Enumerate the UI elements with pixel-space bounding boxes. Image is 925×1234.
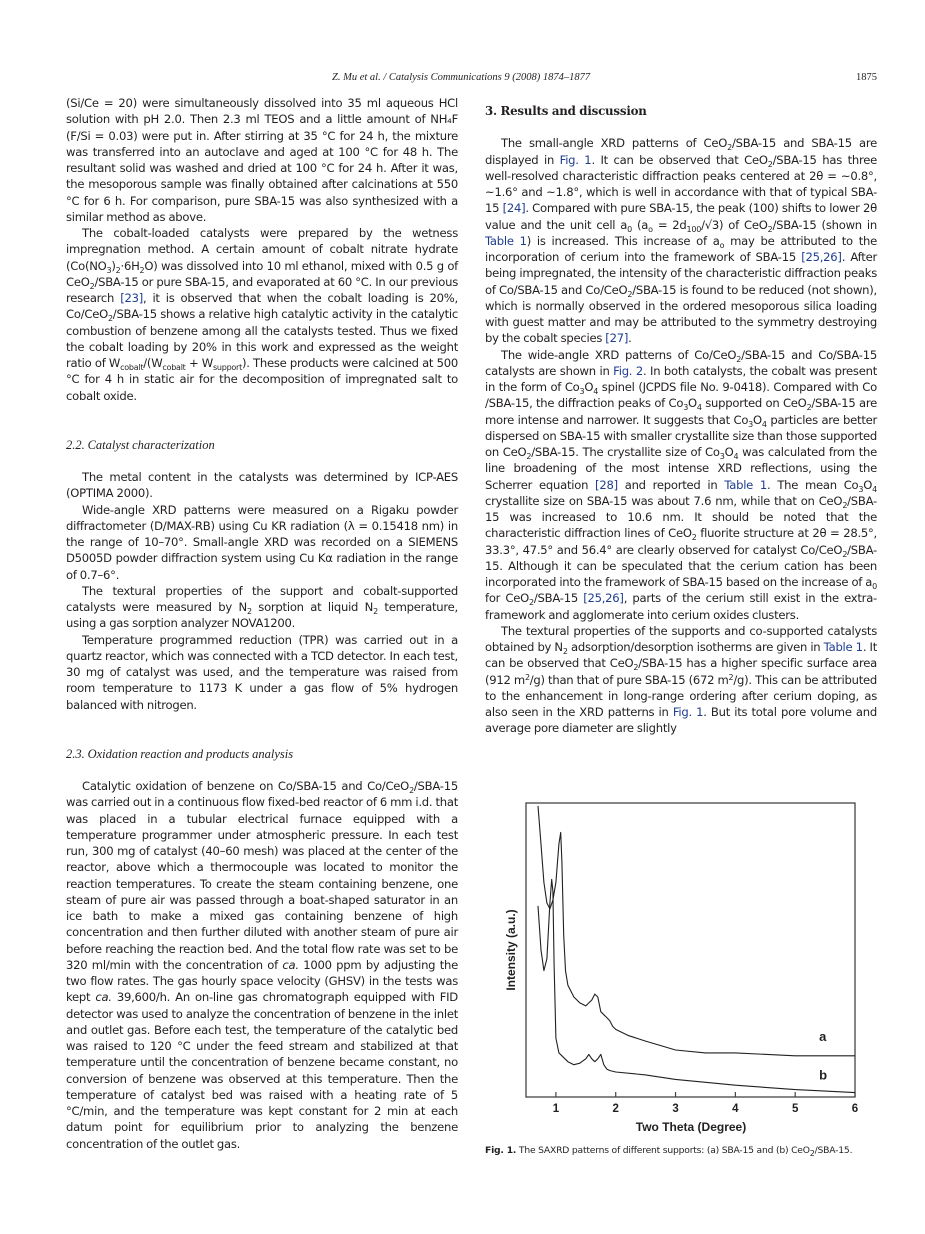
- table-1-link[interactable]: Table 1: [823, 640, 863, 654]
- plot-frame: [526, 803, 855, 1097]
- journal-citation: Z. Mu et al. / Catalysis Communications 9 (2008) 1874–1877: [332, 72, 591, 83]
- fig-2-link[interactable]: Fig. 2: [613, 363, 643, 378]
- ref-link-25-26[interactable]: [25,26]: [583, 591, 624, 606]
- ref-link-24[interactable]: [24]: [502, 201, 526, 216]
- svg-text:4: 4: [732, 1103, 739, 1115]
- paragraph-saxrd-results: The small-angle XRD patterns of CeO$_2$/SBA-15 and SBA-15 are displayed in Fig. 1. It can be observed that CeO$_2$/SBA-15 has three well-resolved characteristic diffraction peaks centered at 2θ = ~0.8°, ~1.6° and ~1.8°, which is well in accordance with that of typical SBA-15 [24]. Compared with pure SBA-15, the peak (100) shifts to lower 2θ value and the unit cell $a_0$ $(a_o = 2d_{100}/√3)$ of CeO$_2$/SBA-15 (shown in Table 1) is increased. This increase of $a_o$ may be attributed to the incorporation of cerium into the framework of SBA-15 [25,26]. After being impregnated, the intensity of the characteristic diffraction peaks of Co/SBA-15 and Co/CeO$_2$/SBA-15 is found to be reduced (not shown), which is normally observed in the ordered mesoporous silica loading with guest matter and may be attributed to the symmetry destroying by the cobalt species [27].: [485, 136, 877, 346]
- fig-1-link[interactable]: Fig. 1: [672, 705, 704, 719]
- paragraph-cobalt-loading: The cobalt-loaded catalysts were prepared by the wetness impregnation method. A certain amount of cobalt nitrate hydrate $(Co(NO_3)_2\cdot 6H_2O)$ was dissolved into 10 ml ethanol, mixed with 0.5 g of CeO$_2$/SBA-15 or pure SBA-15, and evaporated at 60 °C. In our previous research [23], it is observed that when the cobalt loading is 20%, Co/CeO$_2$/SBA-15 shows a relative high catalytic activity in the catalytic combustion of benzene among all the catalysts tested. Thus we fixed the cobalt loading by 20% in this work and expressed as the weight ratio of $W_{cobalt}/(W_{cobalt} + W_{support})$. These products were calcined at 500 °C for 4 h in static air for the decomposition of impregnated salt to cobalt oxide.: [66, 226, 458, 403]
- saxrd-plot: [495, 795, 875, 1140]
- paragraph-icp: The metal content in the catalysts was determined by ICP-AES (OPTIMA 2000).: [66, 470, 458, 501]
- series-b-line: [538, 879, 855, 1092]
- svg-text:5: 5: [791, 1103, 799, 1115]
- series-a-line: [538, 806, 855, 1056]
- paragraph-xrd-methods: Wide-angle XRD patterns were measured on a Rigaku powder diffractometer (D/MAX-RB) using Cu KR radiation (λ = 0.15418 nm) in the range of 10–70°. Small-angle XRD was recorded on a SIEMENS D5005D powder diffraction system using Cu Kα radiation in the range of 0.7–6°.: [66, 502, 458, 582]
- figure-caption: Fig. 1. The SAXRD patterns of different supports: (a) SBA-15 and (b) CeO$_2$/SBA-15.: [485, 1145, 853, 1158]
- table-1-link[interactable]: Table 1: [724, 477, 768, 492]
- paragraph-textural-results: The textural properties of the supports and co-supported catalysts obtained by $N_2$ adsorption/desorption isotherms are given in Table 1. It can be observed that CeO$_2$/SBA-15 has a higher specific surface area (912 $m^2/g$) than that of pure SBA-15 (672 $m^2/g$). This can be attributed to the enhancement in long-range ordering after cerium doping, as also seen in the XRD patterns in Fig. 1. But its total pore volume and average pore diameter are slightly: [485, 623, 877, 736]
- table-1-link[interactable]: Table 1: [485, 233, 527, 248]
- right-column: [485, 103, 877, 737]
- section-heading-2-3: 2.3. Oxidation reaction and products analysis: [66, 746, 294, 761]
- paragraph-waxrd-results: The wide-angle XRD patterns of Co/CeO$_2$/SBA-15 and Co/SBA-15 catalysts are shown in Fig. 2. In both catalysts, the cobalt was present in the form of $Co_3O_4$ spinel (JCPDS file No. 9-0418). Compared with Co /SBA-15, the diffraction peaks of $Co_3O_4$ supported on CeO$_2$/SBA-15 are more intense and narrower. It suggests that $Co_3O_4$ particles are better dispersed on SBA-15 with smaller crystallite size than those supported on CeO$_2$/SBA-15. The crystallite size of $Co_3O_4$ was calculated from the line broadening of the most intense XRD reflections, using the Scherrer equation [28] and reported in Table 1. The mean $Co_3O_4$ crystallite size on SBA-15 was about 7.6 nm, while that on CeO$_2$/SBA-15 was increased to 10.6 nm. It should be noted that the characteristic diffraction lines of CeO$_2$ fluorite structure at 2θ = 28.5°, 33.3°, 47.5° and 56.4° are clearly observed for catalyst Co/CeO$_2$/SBA-15. Although it can be speculated that the cerium cation has been incorporated into the framework of SBA-15 based on the increase of $a_0$ for CeO$_2$/SBA-15 [25,26], parts of the cerium still exist in the extra-framework and agglomerate into cerium oxides clusters.: [485, 347, 878, 622]
- ref-link-28[interactable]: [28]: [595, 477, 618, 492]
- paragraph-tpr: Temperature programmed reduction (TPR) was carried out in a quartz reactor, which was connected with a TCD detector. In each test, 30 mg of catalyst was used, and the temperature was raised from room temperature to 1173 K under a gas flow of 5% hydrogen balanced with nitrogen.: [66, 632, 458, 712]
- section-heading-3: 3. Results and discussion: [485, 104, 647, 118]
- series-label-b: b: [819, 1067, 828, 1083]
- x-axis-ticks: [553, 1092, 858, 1115]
- ref-link-23[interactable]: [23]: [120, 291, 143, 305]
- running-head: [0, 72, 925, 88]
- y-axis-label: Intensity (a.u.): [504, 909, 518, 991]
- svg-text:3: 3: [672, 1103, 679, 1115]
- ref-link-25-26[interactable]: [25,26]: [801, 250, 842, 264]
- figure-label: Fig. 1.: [485, 1145, 517, 1156]
- section-heading-2-2: 2.2. Catalyst characterization: [66, 437, 215, 452]
- x-axis-label: Two Theta (Degree): [635, 1120, 747, 1134]
- svg-text:2: 2: [612, 1103, 619, 1115]
- svg-text:1: 1: [552, 1103, 560, 1115]
- svg-text:6: 6: [851, 1103, 859, 1115]
- left-column: [66, 95, 458, 1152]
- page-number: 1875: [856, 72, 877, 83]
- ref-link-27[interactable]: [27]: [605, 331, 629, 346]
- figure-1-saxrd-chart: [495, 795, 875, 1140]
- paragraph-oxidation-reaction: Catalytic oxidation of benzene on Co/SBA-15 and Co/CeO$_2$/SBA-15 was carried out in a continuous flow fixed-bed reactor of 6 mm i.d. that was placed in a tubular electrical furnace equipped with a temperature programmer under atmospheric pressure. In each test run, 300 mg of catalyst (40–60 mesh) was placed at the center of the reactor, above which a thermocouple was located to monitor the reaction temperatures. To create the steam containing benzene, one steam of pure air was passed through a boat-shaped saturator in an ice bath to make a mixed gas containing benzene of high concentration and then further diluted with another steam of pure air before reaching the reaction bed. And the total flow rate was set to be 320 ml/min with the concentration of ca. 1000 ppm by adjusting the two flow rates. The gas hourly space velocity (GHSV) in the tests was kept ca. 39,600/h. An on-line gas chromatograph equipped with FID detector was used to analyze the concentration of benzene in the inlet and outlet gas. Before each test, the temperature of the catalytic bed was raised to 120 °C under the feed stream and stabilized at that temperature until the concentration of benzene became constant, no conversion of benzene was observed at this temperature. Then the temperature of catalyst bed was raised with a heating rate of 5 °C/min, and the temperature was kept constant for 2 min at each datum point for equilibrium prior to analyzing the benzene concentration of the outlet gas.: [66, 779, 458, 1151]
- paragraph-synthesis-continued: (Si/Ce = 20) were simultaneously dissolved into 35 ml aqueous HCl solution with pH 2.0. Then 2.3 ml TEOS and a little amount of NH₄F (F/Si = 0.03) were put in. After stirring at 35 °C for 24 h, the mixture was transferred into an autoclave and aged at 100 °C for 48 h. The resultant solid was washed and dried at 100 °C for 24 h. After it was, the mesoporous sample was finally obtained after calcinations at 550 °C for 6 h. For comparison, pure SBA-15 was also synthesized with a similar method as above.: [66, 96, 458, 224]
- paragraph-textural-methods: The textural properties of the support and cobalt-supported catalysts were measured by $N_2$ sorption at liquid $N_2$ temperature, using a gas sorption analyzer NOVA1200.: [66, 583, 458, 631]
- series-label-a: a: [819, 1029, 827, 1045]
- fig-1-link[interactable]: Fig. 1: [559, 152, 592, 167]
- data-curves: [538, 806, 855, 1093]
